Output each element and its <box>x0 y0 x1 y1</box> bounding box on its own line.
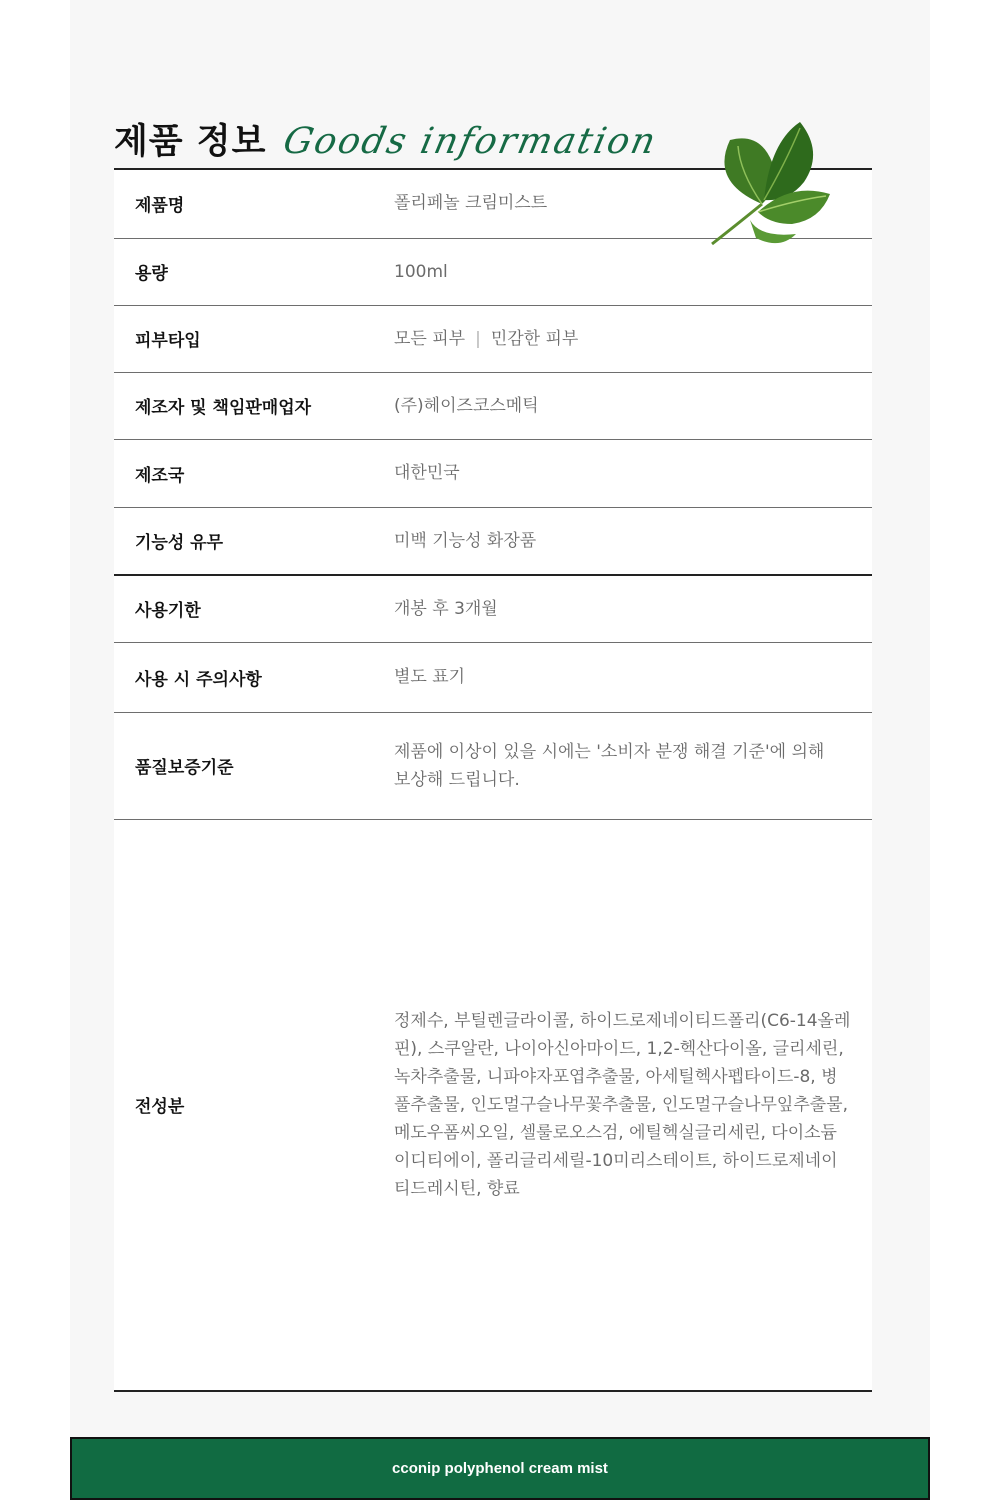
green-leaf-icon <box>700 112 835 252</box>
row-label: 제조자 및 책임판매업자 <box>135 398 312 418</box>
row-value: (주)헤이즈코스메틱 <box>394 395 539 416</box>
footer-text: cconip polyphenol cream mist <box>392 1460 608 1477</box>
row-label: 품질보증기준 <box>135 758 234 778</box>
page-title-script: Goods information <box>280 121 662 162</box>
row-label: 제조국 <box>135 465 185 486</box>
row-value: 대한민국 <box>394 463 460 483</box>
table-row <box>114 575 872 642</box>
separator: | <box>475 328 481 349</box>
row-value <box>394 305 872 372</box>
skin-type-a: 모든 피부 <box>394 328 466 349</box>
page-title: 제품 정보 <box>114 122 267 162</box>
row-value <box>394 712 872 819</box>
row-label: 사용기한 <box>135 601 201 622</box>
section-heading <box>114 100 662 162</box>
footer-banner <box>70 1437 930 1500</box>
skin-type-b: 민감한 피부 <box>490 328 579 349</box>
table-row <box>114 819 872 1391</box>
row-value: 폴리페놀 크림미스트 <box>394 193 548 214</box>
table-row <box>114 372 872 439</box>
table-row <box>114 305 872 372</box>
warranty-line-1: 제품에 이상이 있을 시에는 '소비자 분쟁 해결 기준'에 의해 <box>394 741 825 762</box>
row-label: 사용 시 주의사항 <box>135 669 262 690</box>
table-row <box>114 642 872 712</box>
row-value: 개봉 후 3개월 <box>394 598 498 619</box>
row-label: 피부타입 <box>135 331 201 351</box>
row-label: 제품명 <box>135 195 185 216</box>
row-label: 전성분 <box>135 1097 185 1118</box>
table-row <box>114 507 872 575</box>
row-value: 별도 표기 <box>394 667 466 687</box>
ingredients-value: 정제수, 부틸렌글라이콜, 하이드로제네이티드폴리(C6-14올레핀), 스쿠알란, 나이아신아마이드, 1,2-헥산다이올, 글리세린, 녹차추출물, 니파야자포엽추출물, 아세틸헥사펩타이드-8, 병풀추출물, 인도멀구슬나무꽃추출물, 인도멀구슬나무잎추출물, 메도우폼씨오일, 셀룰로오스검, 에틸헥실글리세린, 다이소듐이디티에이, 폴리글리세릴-10미리스테이트, 하이드로제네이티드레시틴, 향료 <box>394 1010 851 1199</box>
row-value: 미백 기능성 화장품 <box>394 530 537 551</box>
row-label: 기능성 유무 <box>135 533 224 554</box>
table-row <box>114 439 872 507</box>
warranty-line-2: 보상해 드립니다. <box>394 769 520 790</box>
row-label: 용량 <box>135 264 168 284</box>
table-row <box>114 712 872 819</box>
row-value: 100ml <box>394 261 448 282</box>
goods-info-table <box>114 169 872 1392</box>
